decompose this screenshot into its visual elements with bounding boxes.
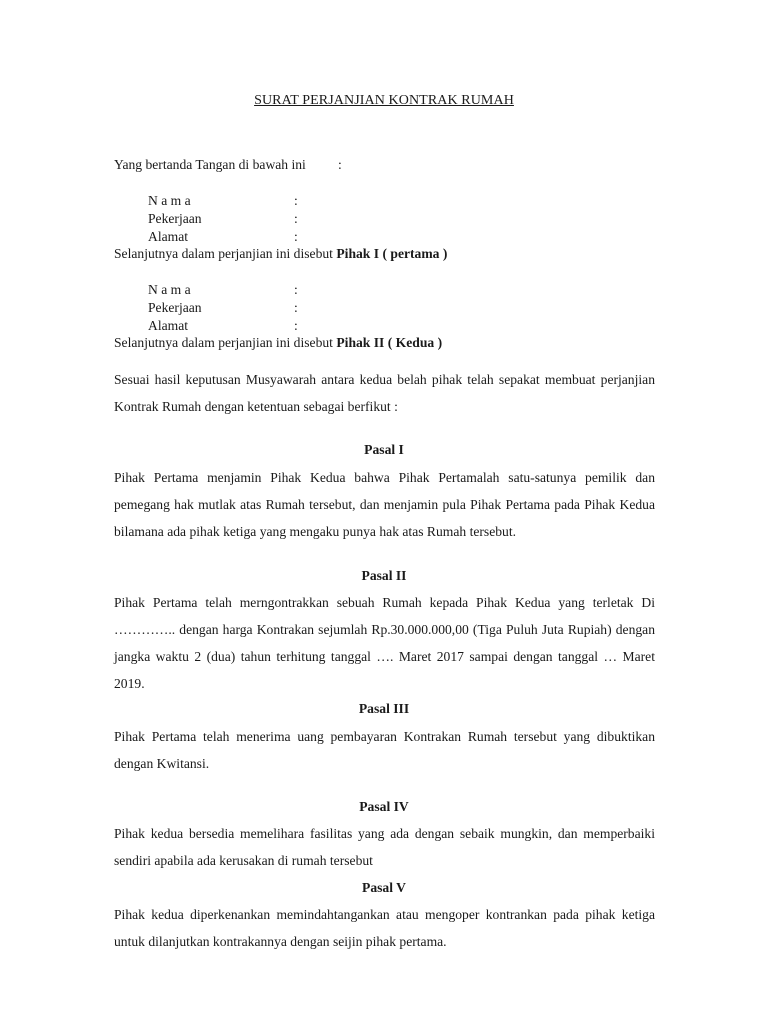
party1-statement — [114, 245, 447, 262]
party2-statement-prefix: Selanjutnya dalam perjanjian ini disebut — [114, 335, 333, 350]
article-2-body: Pihak Pertama telah merngontrakkan sebuah Rumah kepada Pihak Kedua yang terletak Di ………….. dengan harga Kontrakan sejumlah Rp.30.000.000,00 (Tiga Puluh Juta Rupiah) dengan jangka waktu 2 (dua) tahun terhitung tanggal …. Maret 2017 sampai dengan tanggal … Maret 2019. — [114, 595, 655, 691]
preamble-paragraph: Sesuai hasil keputusan Musyawarah antara kedua belah pihak telah sepakat membuat perjanjian Kontrak Rumah dengan ketentuan sebagai berfikut : — [114, 372, 655, 414]
party1-address-label: Alamat — [148, 229, 189, 244]
party1-job-label: Pekerjaan — [148, 211, 202, 226]
party1-address-colon: : — [294, 229, 298, 244]
party2-name-label: N a m a — [148, 282, 191, 297]
party2-job-label: Pekerjaan — [148, 300, 202, 315]
party2-address-label: Alamat — [148, 318, 189, 333]
article-5-body: Pihak kedua diperkenankan memindahtangankan atau mengoper kontrankan pada pihak ketiga untuk dilanjutkan kontrakannya dengan seijin pihak pertama. — [114, 907, 655, 949]
party1-statement-prefix: Selanjutnya dalam perjanjian ini disebut — [114, 246, 333, 261]
article-2-heading: Pasal II — [361, 568, 407, 583]
party2-statement — [114, 334, 442, 351]
article-4-body: Pihak kedua bersedia memelihara fasilitas yang ada dengan sebaik mungkin, dan memperbaiki sendiri apabila ada kerusakan di rumah tersebut — [114, 826, 655, 868]
party2-job-colon: : — [294, 300, 298, 315]
party2-address-colon: : — [294, 318, 298, 333]
party1-name-colon: : — [294, 193, 298, 208]
intro-colon: : — [338, 157, 342, 172]
document-title: SURAT PERJANJIAN KONTRAK RUMAH — [254, 93, 514, 108]
article-5-heading: Pasal V — [362, 880, 406, 895]
party2-name-colon: : — [294, 282, 298, 297]
article-3-heading: Pasal III — [358, 701, 410, 716]
article-1-body: Pihak Pertama menjamin Pihak Kedua bahwa Pihak Pertamalah satu-satunya pemilik dan pemegang hak mutlak atas Rumah tersebut, dan menjamin pula Pihak Pertama pada Pihak Kedua bilamana ada pihak ketiga yang mengaku punya hak atas Rumah tersebut. — [114, 470, 655, 539]
article-4-heading: Pasal IV — [359, 799, 409, 814]
party1-designation: Pihak I ( pertama ) — [336, 246, 448, 261]
intro-text: Yang bertanda Tangan di bawah ini — [114, 157, 306, 172]
party2-designation: Pihak II ( Kedua ) — [336, 335, 443, 350]
article-3-body: Pihak Pertama telah menerima uang pembayaran Kontrakan Rumah tersebut yang dibuktikan dengan Kwitansi. — [114, 729, 655, 771]
article-1-heading: Pasal I — [364, 442, 404, 457]
party1-name-label: N a m a — [148, 193, 191, 208]
party1-job-colon: : — [294, 211, 298, 226]
